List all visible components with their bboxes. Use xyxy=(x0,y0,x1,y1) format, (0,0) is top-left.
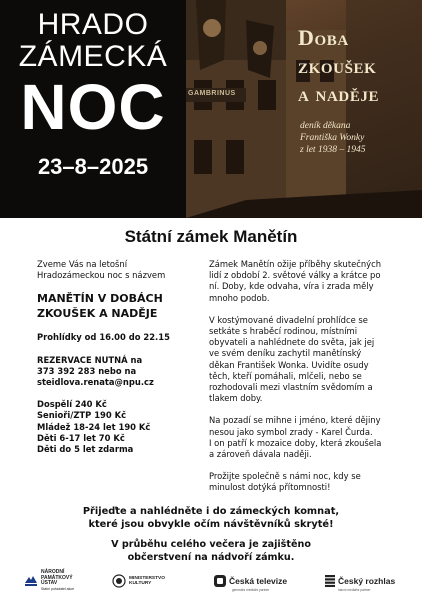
description-line: lidí z období 2. světové války a krátce po xyxy=(209,270,381,281)
description-line: nesou jako symbol zrady - Karel Čurda. xyxy=(209,426,373,437)
ministry-name-line: KULTURY xyxy=(129,581,152,586)
theme-title-line: Doba xyxy=(298,25,349,50)
event-name-line: ZKOUŠEK A NADĚJE xyxy=(37,306,158,320)
invite-line: Zveme Vás na letošní xyxy=(37,259,128,269)
description-line: mnoho podob. xyxy=(209,292,270,303)
theme-title xyxy=(298,24,379,108)
npu-emblem-icon xyxy=(24,574,38,588)
ministry-name-line: MINISTERSTVO xyxy=(129,576,165,581)
ministry-emblem-icon xyxy=(112,574,126,588)
partner-logos xyxy=(0,566,422,598)
invite-line: Hradozámeckou noc s názvem xyxy=(37,270,166,281)
description-line: Zámek Manětín ožije příběhy skutečných xyxy=(209,259,382,269)
theme-title-line: a naděje xyxy=(298,81,380,106)
reservation-line: REZERVACE NUTNÁ na xyxy=(37,354,143,365)
description-line: tlakem doby. xyxy=(209,393,263,404)
description-line: ní. Doby, kde odvaha, víra i zrada měly xyxy=(209,281,374,292)
ministry-culture-logo[interactable] xyxy=(112,566,165,596)
ct-name: Česká televize xyxy=(229,576,288,586)
description-line: a zároveň dávala naději. xyxy=(209,449,312,460)
price-item: Dospělí 240 Kč xyxy=(37,399,107,410)
event-title-line1: HRADO xyxy=(37,8,149,41)
description-line: děkan František Wonka. Uvidíte osudy xyxy=(209,359,369,370)
description-line: minulost dotýká přítomnosti! xyxy=(209,482,331,493)
npu-role: Státní pořadatel akce xyxy=(41,586,75,591)
price-item: Senioři/ZTP 190 Kč xyxy=(37,410,127,421)
cr-role: hlavní mediální partner xyxy=(338,588,371,592)
refreshment-note xyxy=(0,538,422,564)
closing-invite xyxy=(0,505,422,531)
ct-emblem-icon xyxy=(214,575,226,587)
reservation-email[interactable]: steidlova.renata@npu.cz xyxy=(37,377,154,388)
description-line: setkáte s hraběcí rodinou, místními xyxy=(209,326,358,337)
description-line: Na pozadí se mihne i jméno, které dějiny xyxy=(209,415,381,426)
npu-logo[interactable] xyxy=(24,566,74,596)
venue-title: Státní zámek Manětín xyxy=(124,227,298,246)
closing-invite-line: které jsou obvykle očím návštěvníků skryté! xyxy=(88,519,334,530)
info-column xyxy=(37,259,195,455)
price-item: Děti do 5 let zdarma xyxy=(37,444,134,455)
description-line: V kostýmované divadelní prohlídce se xyxy=(209,314,368,325)
event-title-block xyxy=(0,0,186,218)
event-title-line3: NOC xyxy=(20,71,166,143)
npu-name-line: NÁRODNÍ xyxy=(41,569,65,575)
description-line: rozhodovali mezi vlastním svědomím a xyxy=(209,382,373,393)
event-date: 23–8–2025 xyxy=(37,154,149,179)
description-column xyxy=(209,259,399,494)
cr-name: Český rozhlas xyxy=(338,576,396,586)
photo-sign-text: GAMBRINUS xyxy=(188,90,236,97)
refreshment-line: občerstvení na nádvoří zámku. xyxy=(127,552,295,563)
theme-subtitle-line: Františka Wonky xyxy=(300,133,365,143)
description-line: ve svém deníku zachytil manětínský xyxy=(209,348,362,359)
ct-role: generální mediální partner xyxy=(232,588,270,592)
event-name-line: MANĚTÍN V DOBÁCH xyxy=(37,292,163,306)
description-line: těch, kteří pomáhali, mlčeli, nebo se xyxy=(209,370,362,381)
poster-header xyxy=(0,0,422,218)
price-item: Mládež 18-24 let 190 Kč xyxy=(37,421,151,432)
price-item: Děti 6-17 let 70 Kč xyxy=(37,432,125,443)
event-title-line2: ZÁMECKÁ xyxy=(18,40,168,73)
description-line: obyvateli a nahlédnete do světa, jak jej xyxy=(209,337,375,348)
description-line: Prožijte společně s námi noc, kdy se xyxy=(209,471,361,482)
npu-name-line: ÚSTAV xyxy=(41,580,58,586)
theme-subtitle-line: deník děkana xyxy=(300,121,351,131)
npu-name-line: PAMÁTKOVÝ xyxy=(41,574,73,581)
refreshment-line: V průběhu celého večera je zajištěno xyxy=(111,539,311,550)
description-line: I on patří k mozaice doby, která zkoušela xyxy=(209,437,382,448)
reservation-phone[interactable]: 373 392 283 nebo na xyxy=(37,365,137,376)
theme-subtitle xyxy=(300,120,365,156)
tour-times: Prohlídky od 16.00 do 22.15 xyxy=(37,332,170,343)
cr-emblem-icon xyxy=(325,575,335,587)
theme-title-line: zkoušek xyxy=(298,53,377,78)
theme-subtitle-line: z let 1938 – 1945 xyxy=(300,145,366,155)
closing-invite-line: Přijeďte a nahlédněte i do zámeckých komnat, xyxy=(82,506,340,517)
